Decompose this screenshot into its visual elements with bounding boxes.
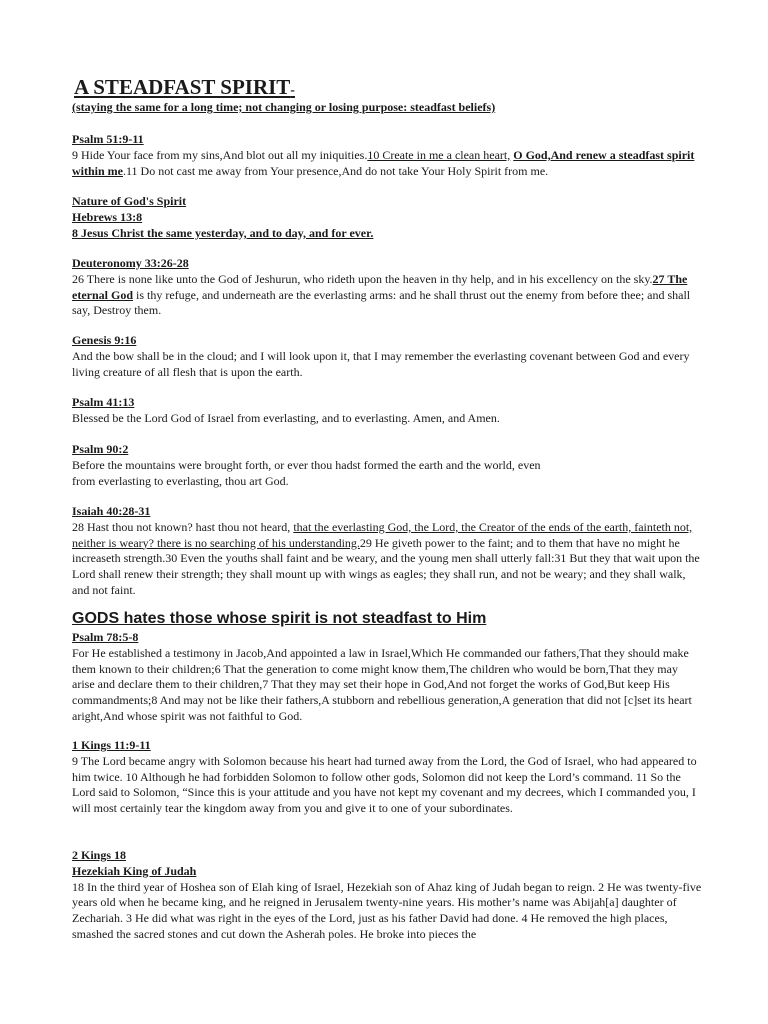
section-2-kings	[72, 848, 702, 943]
verse-text: 9 Hide Your face from my sins,And blot out all my iniquities.	[72, 147, 368, 162]
scripture-reference: 2 Kings 18	[72, 848, 127, 862]
verse-underlined: that the everlasting God, the Lord, the Creator of the ends of the earth, fainteth not, neither is weary? there is no searching of his understanding.	[72, 519, 693, 550]
scripture-text: 9 The Lord became angry with Solomon because his heart had turned away from the Lord, the God of Israel, who had appeared to him twice. 10 Although he had forbidden Solomon to follow other gods, Solomon did not keep the Lord’s command. 11 So the Lord said to Solomon, “Since this is your attitude and you have not kept my covenant and my decrees, which I commanded you, I will most certainly tear the kingdom away from you and give it to one of your subordinates.	[72, 753, 697, 816]
section-psalm-41	[72, 395, 702, 427]
scripture-subheading: Hezekiah King of Judah	[72, 863, 197, 878]
section-nature-of-gods-spirit	[72, 194, 702, 241]
scripture-line: from everlasting to everlasting, thou art God.	[72, 473, 289, 488]
section-1-kings	[72, 738, 702, 817]
scripture-reference: Genesis 9:16	[72, 333, 137, 347]
verse-underlined: 10 Create in me a clean heart,	[367, 147, 511, 162]
scripture-text: And the bow shall be in the cloud; and I will look upon it, that I may remember the everlasting covenant between God and every living creature of all flesh that is upon the earth.	[72, 348, 690, 379]
verse-highlight: O God,And renew a steadfast spirit within me	[72, 147, 695, 178]
scripture-line: Before the mountains were brought forth, or ever thou hadst formed the earth and the world, even	[72, 457, 541, 472]
scripture-reference: Psalm 51:9-11	[72, 132, 144, 146]
section-genesis	[72, 333, 702, 380]
scripture-reference: 1 Kings 11:9-11	[72, 738, 151, 752]
scripture-reference: Psalm 90:2	[72, 442, 129, 456]
verse-text: 28 Hast thou not known? hast thou not heard,	[72, 519, 294, 534]
scripture-text	[72, 520, 702, 599]
scripture-reference: Isaiah 40:28-31	[72, 504, 151, 518]
scripture-reference: Deuteronomy 33:26-28	[72, 256, 189, 270]
verse-highlight: 27 The eternal God	[72, 271, 688, 302]
verse-text: 29 He giveth power to the faint; and to them that have no might he increaseth strength.30 Even the youths shall faint and be weary, and the young men shall utterly fall:31 But they that wait upon the Lord shall renew their strength; they shall mount up with wings as eagles; they shall run, and not be weary; and they shall walk, and not faint.	[72, 535, 700, 597]
scripture-reference: Psalm 78:5-8	[72, 630, 139, 644]
title-dash: -	[290, 83, 295, 98]
section-psalm-90	[72, 442, 702, 489]
scripture-reference: Psalm 41:13	[72, 395, 135, 409]
title-definition: (staying the same for a long time; not changing or losing purpose: steadfast beliefs)	[72, 100, 496, 114]
section-heading: Nature of God's Spirit	[72, 194, 187, 208]
scripture-text	[72, 272, 702, 319]
scripture-text: Blessed be the Lord God of Israel from everlasting, and to everlasting. Amen, and Amen.	[72, 410, 500, 425]
scripture-text: 18 In the third year of Hoshea son of Elah king of Israel, Hezekiah son of Ahaz king of Judah began to reign. 2 He was twenty-five years old when he became king, and he reigned in Jerusalem twenty-nine years. His mother’s name was Abijah[a] daughter of Zechariah. 3 He did what was right in the eyes of the Lord, just as his father David had done. 4 He removed the high places, smashed the sacred stones and cut down the Asherah poles. He broke into pieces the	[72, 879, 702, 941]
scripture-text: For He established a testimony in Jacob,And appointed a law in Israel,Which He commanded our fathers,That they should make them known to their children;6 That the generation to come might know them,The children who would be born,That they may arise and declare them to their children,7 That they may set their hope in God,And not forget the works of God,But keep His commandments;8 And may not be like their fathers,A stubborn and rebellious generation,A generation that did not [c]set its heart aright,And whose spirit was not faithful to God.	[72, 645, 692, 723]
verse-text: is thy refuge, and underneath are the everlasting arms: and he shall thrust out the enemy from before thee; and shall say, Destroy them.	[72, 287, 691, 318]
verse-text: 26 There is none like unto the God of Jeshurun, who rideth upon the heaven in thy help, and in his excellency on the sky.	[72, 271, 653, 286]
verse-text: .11 Do not cast me away from Your presence,And do not take Your Holy Spirit from me.	[123, 163, 549, 178]
section-heading: GODS hates those whose spirit is not steadfast to Him	[72, 610, 487, 627]
section-deuteronomy	[72, 256, 702, 319]
section-psalm-78	[72, 630, 702, 725]
title-text: A STEADFAST SPIRIT	[74, 75, 291, 99]
scripture-text: 8 Jesus Christ the same yesterday, and to day, and for ever.	[72, 225, 374, 240]
scripture-text	[72, 148, 702, 180]
scripture-reference: Hebrews 13:8	[72, 209, 143, 224]
section-psalm-51	[72, 132, 702, 179]
section-isaiah	[72, 504, 702, 599]
